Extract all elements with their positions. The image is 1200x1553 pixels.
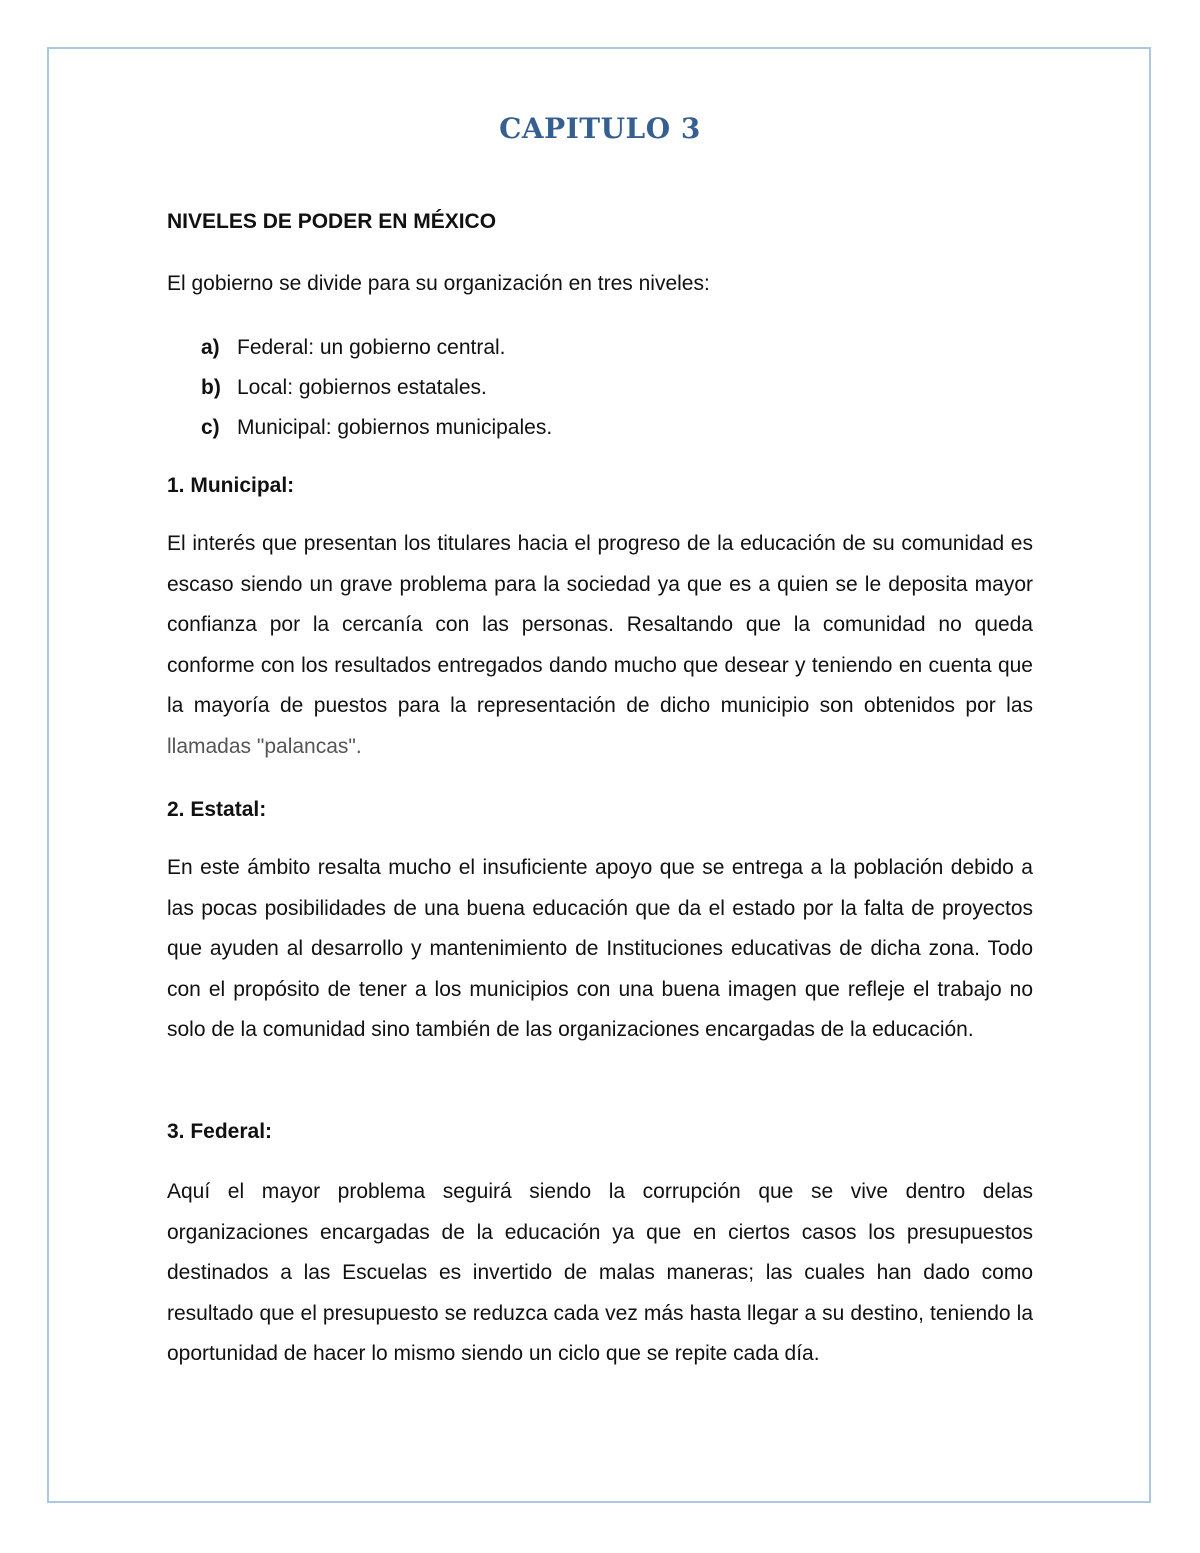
levels-list <box>201 328 552 448</box>
intro-text: El gobierno se divide para su organización en tres niveles: <box>167 272 710 295</box>
section-body-estatal: En este ámbito resalta mucho el insuficiente apoyo que se entrega a la población debido a las pocas posibilidades de una buena educación que da el estado por la falta de proyectos que ayuden al desarrollo y mantenimiento de Instituciones educativas de dicha zona. Todo con el propósito de tener a los municipios con una buena imagen que refleje el trabajo no solo de la comunidad sino también de las organizaciones encargadas de la educación. <box>167 856 1033 1042</box>
section-heading-municipal: 1. Municipal: <box>167 474 295 497</box>
chapter-title: CAPITULO 3 <box>499 112 701 145</box>
list-item-text: Municipal: gobiernos municipales. <box>237 416 553 439</box>
section-body-text: El interés que presentan los titulares hacia el progreso de la educación de su comunidad es escaso siendo un grave problema para la sociedad ya que es a quien se le deposita mayor confianza por la cercanía con las personas. Resaltando que la comunidad no queda conforme con los resultados entregados dando mucho que desear y teniendo en cuenta que la mayoría de puestos para la representación de dicho municipio son obtenidos por las <box>167 532 1033 718</box>
section-body-federal: Aquí el mayor problema seguirá siendo la corrupción que se vive dentro delas organizaciones encargadas de la educación ya que en ciertos casos los presupuestos destinados a las Escuelas es invertido de malas maneras; las cuales han dado como resultado que el presupuesto se reduzca cada vez más hasta llegar a su destino, teniendo la oportunidad de hacer lo mismo siendo un ciclo que se repite cada día. <box>167 1180 1033 1366</box>
main-heading: NIVELES DE PODER EN MÉXICO <box>167 210 497 233</box>
section-body-municipal <box>167 524 1033 768</box>
section-heading-estatal: 2. Estatal: <box>167 798 267 821</box>
list-item-text: Local: gobiernos estatales. <box>237 376 487 399</box>
list-marker: a) <box>201 336 220 359</box>
list-item <box>201 328 552 368</box>
list-item-text: Federal: un gobierno central. <box>237 336 506 359</box>
section-body-tail: llamadas "palancas". <box>167 734 362 758</box>
list-item <box>201 368 552 408</box>
list-marker: b) <box>201 376 221 399</box>
section-heading-federal: 3. Federal: <box>167 1120 273 1143</box>
list-marker: c) <box>201 416 220 439</box>
list-item <box>201 408 552 448</box>
